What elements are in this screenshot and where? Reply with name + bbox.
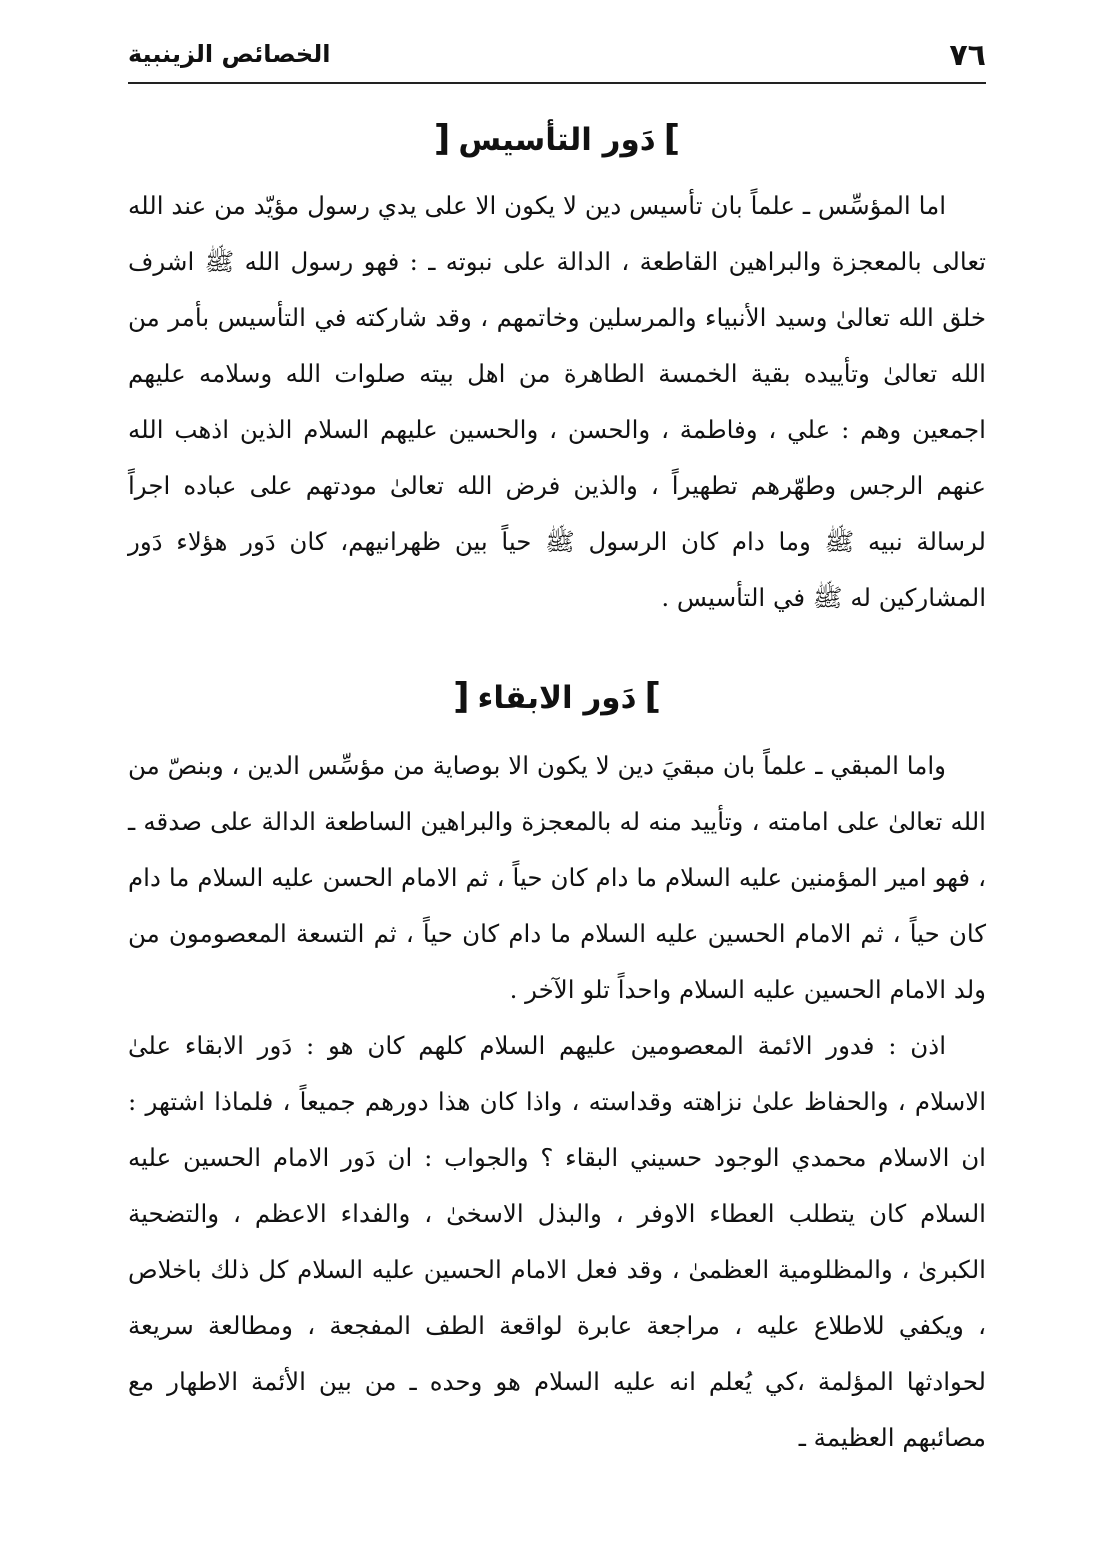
paragraph-text: اما المؤسِّس ـ علماً بان تأسيس دين لا يكون الا على يدي رسول مؤيّد من عند الله تعالى بالمعجزة والبراهين القاطعة ، الدالة على نبوته ـ : فهو رسول الله ﷺ اشرف خلق الله تعالىٰ وسيد الأنبياء والمرسلين وخاتمهم ، وقد شاركته في التأسيس بأمر من الله تعالىٰ وتأييده بقية الخمسة الطاهرة من اهل بيته صلوات الله وسلامه عليهم اجمعين وهم : علي ، وفاطمة ، والحسن ، والحسين عليهم السلام الذين اذهب الله عنهم الرجس وطهّرهم تطهيراً ، والذين فرض الله تعالىٰ مودتهم على عباده اجراً لرسالة نبيه ﷺ وما دام كان الرسول ﷺ حياً بين ظهرانيهم، كان دَور هؤلاء دَور المشاركين له ﷺ في التأسيس . xyxy=(128,191,986,612)
paragraph-preservation-1 xyxy=(128,738,986,1018)
paragraph-preservation-2 xyxy=(128,1018,986,1466)
section-title-text: دَور التأسيس xyxy=(458,122,656,158)
section-title-text: دَور الابقاء xyxy=(477,680,637,716)
paragraph-text: اذن : فدور الائمة المعصومين عليهم السلام كلهم كان هو : دَور الابقاء علىٰ الاسلام ، والحفاظ علىٰ نزاهته وقداسته ، واذا كان هذا دورهم جميعاً ، فلماذا اشتهر : ان الاسلام محمدي الوجود حسيني البقاء ؟ والجواب : ان دَور الامام الحسين عليه السلام كان يتطلب العطاء الاوفر ، والبذل الاسخىٰ ، والفداء الاعظم ، والتضحية الكبرىٰ ، والمظلومية العظمىٰ ، وقد فعل الامام الحسين عليه السلام كل ذلك باخلاص ، ويكفي للاطلاع عليه ، مراجعة عابرة لواقعة الطف المفجعة ، ومطالعة سريعة لحوادثها المؤلمة ،كي يُعلم انه عليه السلام هو وحده ـ من بين الأئمة الاطهار مع مصائبهم العظيمة ـ xyxy=(128,1031,986,1452)
section-title-foundation xyxy=(128,118,986,159)
paragraph-text: واما المبقي ـ علماً بان مبقيَ دين لا يكون الا بوصاية من مؤسِّس الدين ، وبنصّ من الله تعالىٰ على امامته ، وتأييد منه له بالمعجزة والبراهين الساطعة الدالة على صدقه ـ ، فهو امير المؤمنين عليه السلام ما دام كان حياً ، ثم الامام الحسن عليه السلام ما دام كان حياً ، ثم الامام الحسين عليه السلام ما دام كان حياً ، ثم التسعة المعصومون من ولد الامام الحسين عليه السلام واحداً تلو الآخر . xyxy=(128,751,986,1004)
running-title: الخصائص الزينبية xyxy=(128,40,331,68)
section-title-preservation xyxy=(128,676,986,717)
paragraph-foundation xyxy=(128,178,986,626)
title-bracket-open: ] xyxy=(644,676,661,717)
page-number: ٧٦ xyxy=(949,38,986,73)
title-bracket-close: [ xyxy=(433,118,451,159)
header-divider xyxy=(128,82,986,84)
title-bracket-close: [ xyxy=(453,676,470,717)
page-header xyxy=(128,36,986,86)
title-bracket-open: ] xyxy=(663,118,681,159)
